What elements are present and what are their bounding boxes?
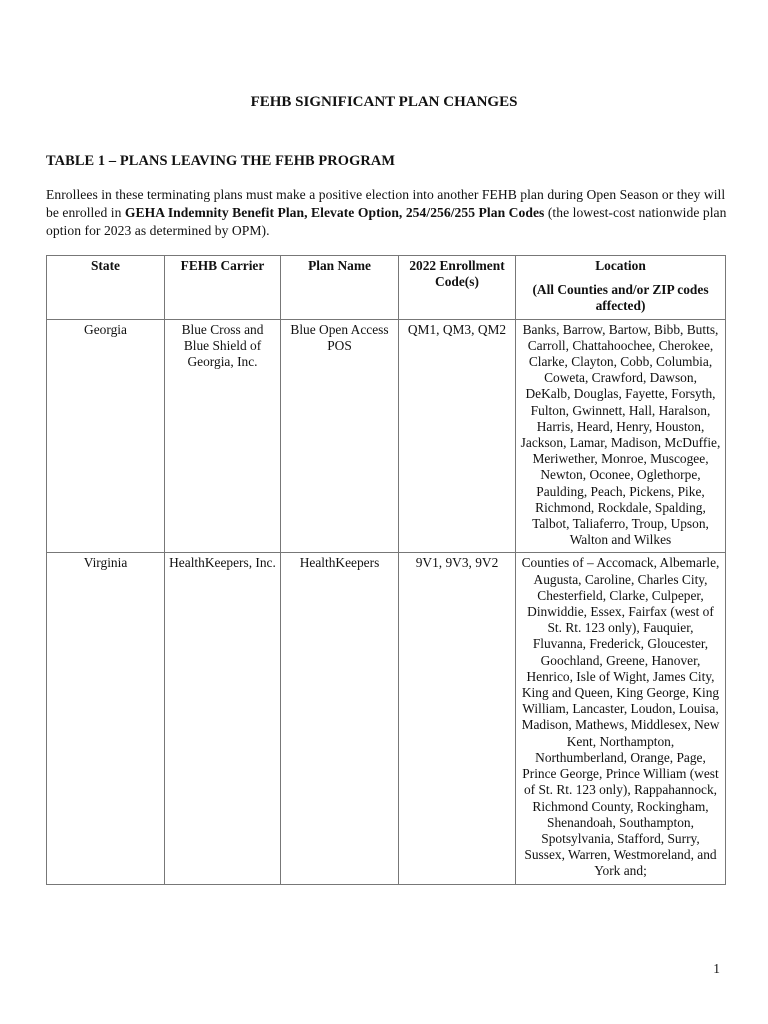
- header-location: [516, 256, 726, 320]
- cell-enrollment-codes: 9V1, 9V3, 9V2: [399, 553, 516, 884]
- cell-state: Georgia: [47, 319, 165, 553]
- cell-enrollment-codes: QM1, QM3, QM2: [399, 319, 516, 553]
- intro-text-part1: Enrollees in these terminating plans must make a positive election into another FEHB plan during Open Season or they will be enrolled in: [46, 187, 726, 220]
- cell-location: Counties of – Accomack, Albemarle, Augusta, Caroline, Charles City, Chesterfield, Clarke, Culpeper, Dinwiddie, Essex, Fairfax (west of St. Rt. 123 only), Fauquier, Fluvanna, Frederick, Gloucester, Goochland, Greene, Hanover, Henrico, Isle of Wight, James City, King and Queen, King George, King William, Lancaster, Loudon, Louisa, Madison, Mathews, Middlesex, New Kent, Northampton, Northumberland, Orange, Page, Prince George, Prince William (west of St. Rt. 123 only), Rappahannock, Richmond County, Rockingham, Shenandoah, Southampton, Spotsylvania, Stafford, Surry, Sussex, Warren, Westmoreland, and York and;: [516, 553, 726, 884]
- header-plan-name: Plan Name: [281, 256, 399, 320]
- table-row: [47, 319, 726, 553]
- cell-location: Banks, Barrow, Bartow, Bibb, Butts, Carroll, Chattahoochee, Cherokee, Clarke, Clayton, Cobb, Columbia, Coweta, Crawford, Dawson, DeKalb, Douglas, Fayette, Forsyth, Fulton, Gwinnett, Hall, Haralson, Harris, Heard, Henry, Houston, Jackson, Lamar, Madison, McDuffie, Meriwether, Monroe, Muscogee, Newton, Oconee, Oglethorpe, Paulding, Peach, Pickens, Pike, Richmond, Rockdale, Spalding, Talbot, Taliaferro, Troup, Upson, Walton and Wilkes: [516, 319, 726, 553]
- table-row: [47, 553, 726, 884]
- header-carrier: FEHB Carrier: [165, 256, 281, 320]
- table-heading: TABLE 1 – PLANS LEAVING THE FEHB PROGRAM: [46, 153, 396, 169]
- header-state: State: [47, 256, 165, 320]
- header-location-subtitle: (All Counties and/or ZIP codes affected): [532, 282, 709, 314]
- cell-carrier: HealthKeepers, Inc.: [165, 553, 281, 884]
- plans-table: [46, 255, 726, 885]
- header-location-label: Location: [595, 258, 646, 273]
- cell-state: Virginia: [47, 553, 165, 884]
- cell-plan-name: HealthKeepers: [281, 553, 399, 884]
- cell-plan-name: Blue Open Access POS: [281, 319, 399, 553]
- table-header-row: [47, 256, 726, 320]
- document-title: FEHB SIGNIFICANT PLAN CHANGES: [250, 94, 518, 110]
- header-enrollment-codes: 2022 Enrollment Code(s): [399, 256, 516, 320]
- cell-carrier: Blue Cross and Blue Shield of Georgia, Inc.: [165, 319, 281, 553]
- intro-paragraph: [46, 186, 736, 240]
- intro-bold-text: GEHA Indemnity Benefit Plan, Elevate Option, 254/256/255 Plan Codes: [124, 205, 545, 220]
- page-number: 1: [713, 961, 720, 976]
- intro-text-part2: (the lowest-cost nationwide plan option for 2023 as determined by OPM).: [46, 205, 727, 238]
